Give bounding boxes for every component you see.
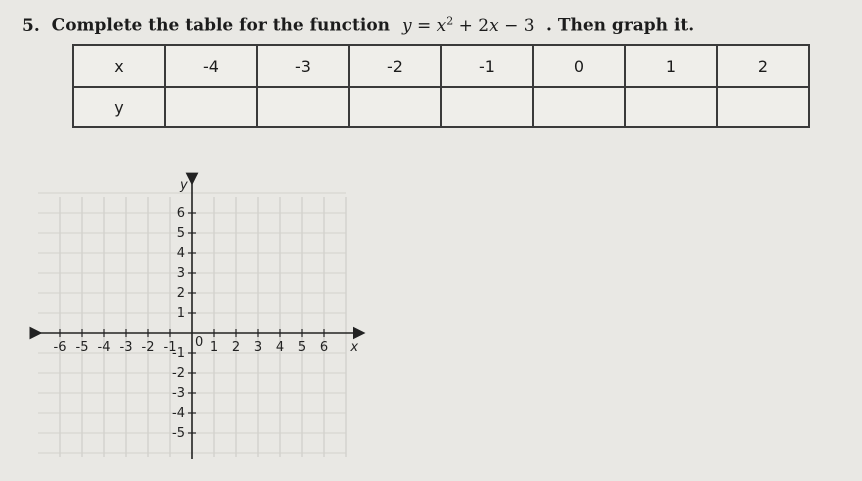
y-tick-label: -3 [172, 386, 185, 401]
equation-y: y [401, 15, 412, 36]
x-tick-label: 1 [209, 340, 219, 355]
question-number: 5. [22, 15, 40, 36]
origin-label: 0 [195, 335, 204, 350]
x-value-cell: 1 [625, 45, 717, 87]
equation-x: x [436, 15, 447, 36]
y-tick-label: 5 [176, 226, 185, 241]
x-tick-label: -2 [141, 340, 155, 355]
y-tick-label: -2 [172, 366, 185, 381]
x-tick-label: -4 [97, 340, 111, 355]
x-value-cell: -2 [349, 45, 441, 87]
x-tick-label: 4 [275, 340, 285, 355]
x-value-cell: 0 [533, 45, 625, 87]
equation-equals: = [416, 15, 432, 36]
y-tick-label: 2 [176, 286, 185, 301]
question-text-after: . Then graph it. [545, 15, 695, 36]
x-value-cell: -1 [441, 45, 533, 87]
equation-exponent: 2 [446, 14, 454, 27]
y-tick-label: -5 [172, 426, 185, 441]
y-tick-label: -1 [172, 346, 185, 361]
x-tick-label: 6 [319, 340, 329, 355]
y-tick-label: 4 [176, 246, 185, 261]
x-tick-label: -1 [163, 340, 177, 355]
y-tick-label: -4 [172, 406, 185, 421]
x-value-cell: -3 [257, 45, 349, 87]
y-axis-label: y [180, 178, 188, 193]
y-tick-label: 1 [176, 306, 185, 321]
y-tick-label: 6 [176, 206, 185, 221]
x-row-label: x [73, 45, 165, 87]
x-value-cell: 2 [717, 45, 809, 87]
question-text: Complete the table for the function [51, 15, 391, 36]
x-tick-label: 5 [297, 340, 307, 355]
equation-plus-2: + 2 [458, 15, 490, 36]
axis-ticks [54, 206, 329, 441]
x-tick-label: 2 [231, 340, 241, 355]
x-tick-label: -3 [119, 340, 133, 355]
y-tick-label: 3 [176, 266, 185, 281]
x-value-cell: -4 [165, 45, 257, 87]
x-tick-label: -6 [53, 340, 67, 355]
equation-x-linear: x [489, 15, 499, 36]
x-tick-label: -5 [75, 340, 89, 355]
x-tick-label: 3 [253, 340, 263, 355]
x-axis-label: x [350, 340, 359, 355]
equation-minus-3: − 3 [504, 15, 535, 36]
y-row-label: y [73, 87, 165, 127]
